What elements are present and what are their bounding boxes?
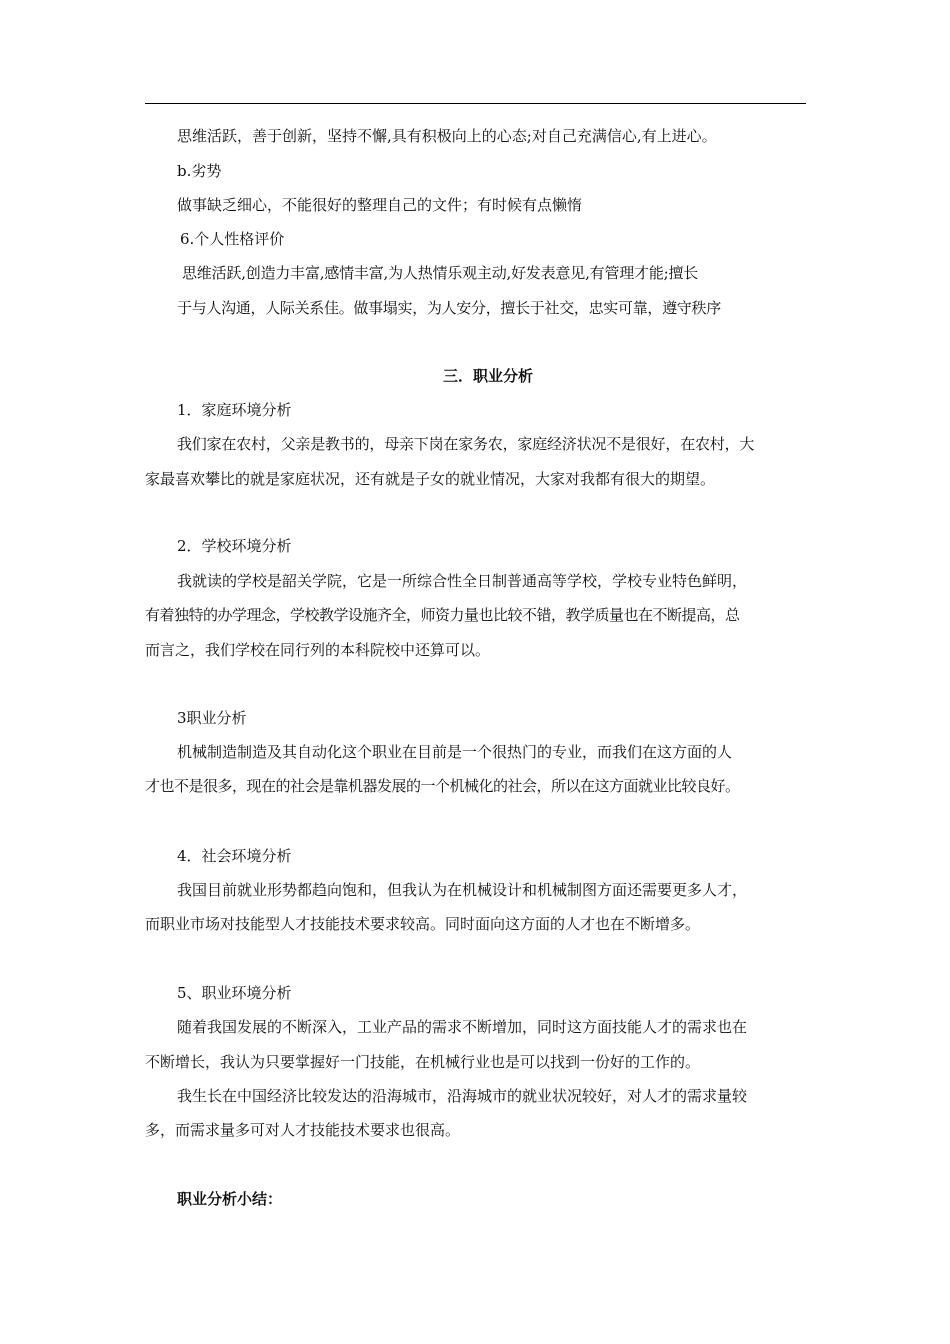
personality-heading: 6.个人性格评价 [180, 230, 285, 248]
strengths-text: 思维活跃，善于创新，坚持不懈,具有积极向上的心态;对自己充满信心,有上进心。 [177, 127, 717, 145]
env-heading: 5、职业环境分析 [177, 984, 292, 1002]
social-heading: 4．社会环境分析 [177, 847, 292, 865]
school-line-3: 而言之，我们学校在同行列的本科院校中还算可以。 [145, 641, 491, 659]
personality-line-2: 于与人沟通，人际关系佳。做事塌实，为人安分，擅长于社交，忠实可靠，遵守秩序 [177, 299, 721, 317]
career-line-2: 才也不是很多，现在的社会是靠机器发展的一个机械化的社会，所以在这方面就业比较良好。 [145, 777, 740, 795]
career-line-1: 机械制造制造及其自动化这个职业在目前是一个很热门的专业，而我们在这方面的人 [177, 743, 733, 761]
header-rule [145, 103, 806, 104]
weakness-label: b.劣势 [177, 162, 222, 180]
env-line-3: 我生长在中国经济比较发达的沿海城市，沿海城市的就业状况较好，对人才的需求量较 [177, 1087, 748, 1105]
section-title: 三．职业分析 [443, 367, 534, 385]
env-line-2: 不断增长，我认为只要掌握好一门技能，在机械行业也是可以找到一份好的工作的。 [145, 1053, 701, 1071]
family-line-2: 家最喜欢攀比的就是家庭状况，还有就是子女的就业情况，大家对我都有很大的期望。 [145, 470, 716, 488]
weakness-text: 做事缺乏细心，不能很好的整理自己的文件；有时候有点懒惰 [177, 196, 583, 214]
env-line-1: 随着我国发展的不断深入，工业产品的需求不断增加，同时这方面技能人才的需求也在 [177, 1018, 748, 1036]
social-line-2: 而职业市场对技能型人才技能技术要求较高。同时面向这方面的人才也在不断增多。 [145, 915, 701, 933]
social-line-1: 我国目前就业形势都趋向饱和，但我认为在机械设计和机械制图方面还需要更多人才， [177, 881, 748, 899]
school-line-1: 我就读的学校是韶关学院，它是一所综合性全日制普通高等学校，学校专业特色鲜明， [177, 572, 748, 590]
personality-line-1: 思维活跃,创造力丰富,感情丰富,为人热情乐观主动,好发表意见,有管理才能;擅长 [182, 264, 699, 282]
summary-label: 职业分析小结： [177, 1190, 283, 1208]
family-heading: 1．家庭环境分析 [177, 401, 292, 419]
career-heading: 3职业分析 [177, 709, 247, 727]
school-heading: 2．学校环境分析 [177, 537, 292, 555]
school-line-2: 有着独特的办学理念，学校教学设施齐全，师资力量也比较不错，教学质量也在不断提高，总 [145, 606, 740, 624]
family-line-1: 我们家在农村，父亲是教书的，母亲下岗在家务农，家庭经济状况不是很好，在农村，大 [177, 435, 755, 453]
env-line-4: 多，而需求量多可对人才技能技术要求也很高。 [145, 1121, 461, 1139]
